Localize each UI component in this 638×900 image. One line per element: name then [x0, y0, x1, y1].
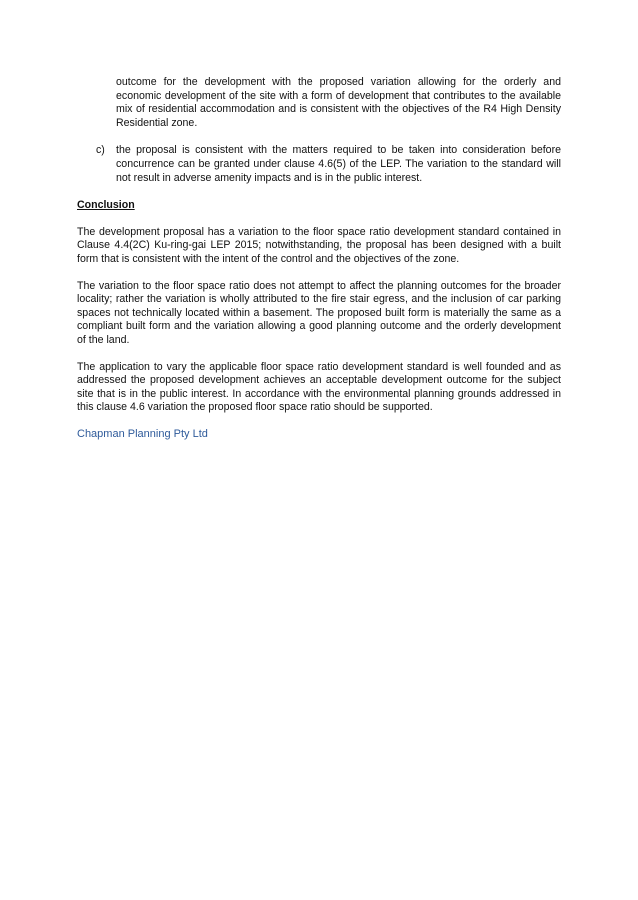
list-item-marker: c) [96, 144, 105, 157]
company-signature: Chapman Planning Pty Ltd [77, 427, 208, 440]
conclusion-paragraph-2: The variation to the floor space ratio does not attempt to affect the planning outcomes for the broader locality; rather the variation is wholly attributed to the fire stair egress, and the inclusion of car parking spaces not technically located within a basement. The proposed built form is materially the same as a compliant built form and the variation allowing a good planning outcome and the orderly development of the land. [77, 279, 561, 346]
continuation-paragraph: outcome for the development with the proposed variation allowing for the orderly and economic development of the site with a form of development that contributes to the available mix of residential accommodation and is consistent with the objectives of the R4 High Density Residential zone. [116, 76, 561, 129]
conclusion-paragraph-1: The development proposal has a variation to the floor space ratio development standard contained in Clause 4.4(2C) Ku-ring-gai LEP 2015; notwithstanding, the proposal has been designed with a built form that is consistent with the intent of the control and the objectives of the zone. [77, 225, 561, 265]
conclusion-paragraph-3: The application to vary the applicable floor space ratio development standard is well founded and as addressed the proposed development achieves an acceptable development outcome for the subject site that is in the public interest. In accordance with the environmental planning grounds addressed in this clause 4.6 variation the proposed floor space ratio should be supported. [77, 360, 561, 414]
list-item-c [96, 144, 561, 185]
conclusion-heading: Conclusion [77, 199, 135, 212]
document-body [77, 76, 561, 441]
list-item-text: the proposal is consistent with the matters required to be taken into consideration before concurrence can be granted under clause 4.6(5) of the LEP. The variation to the standard will not result in adverse amenity impacts and is in the public interest. [116, 144, 561, 184]
